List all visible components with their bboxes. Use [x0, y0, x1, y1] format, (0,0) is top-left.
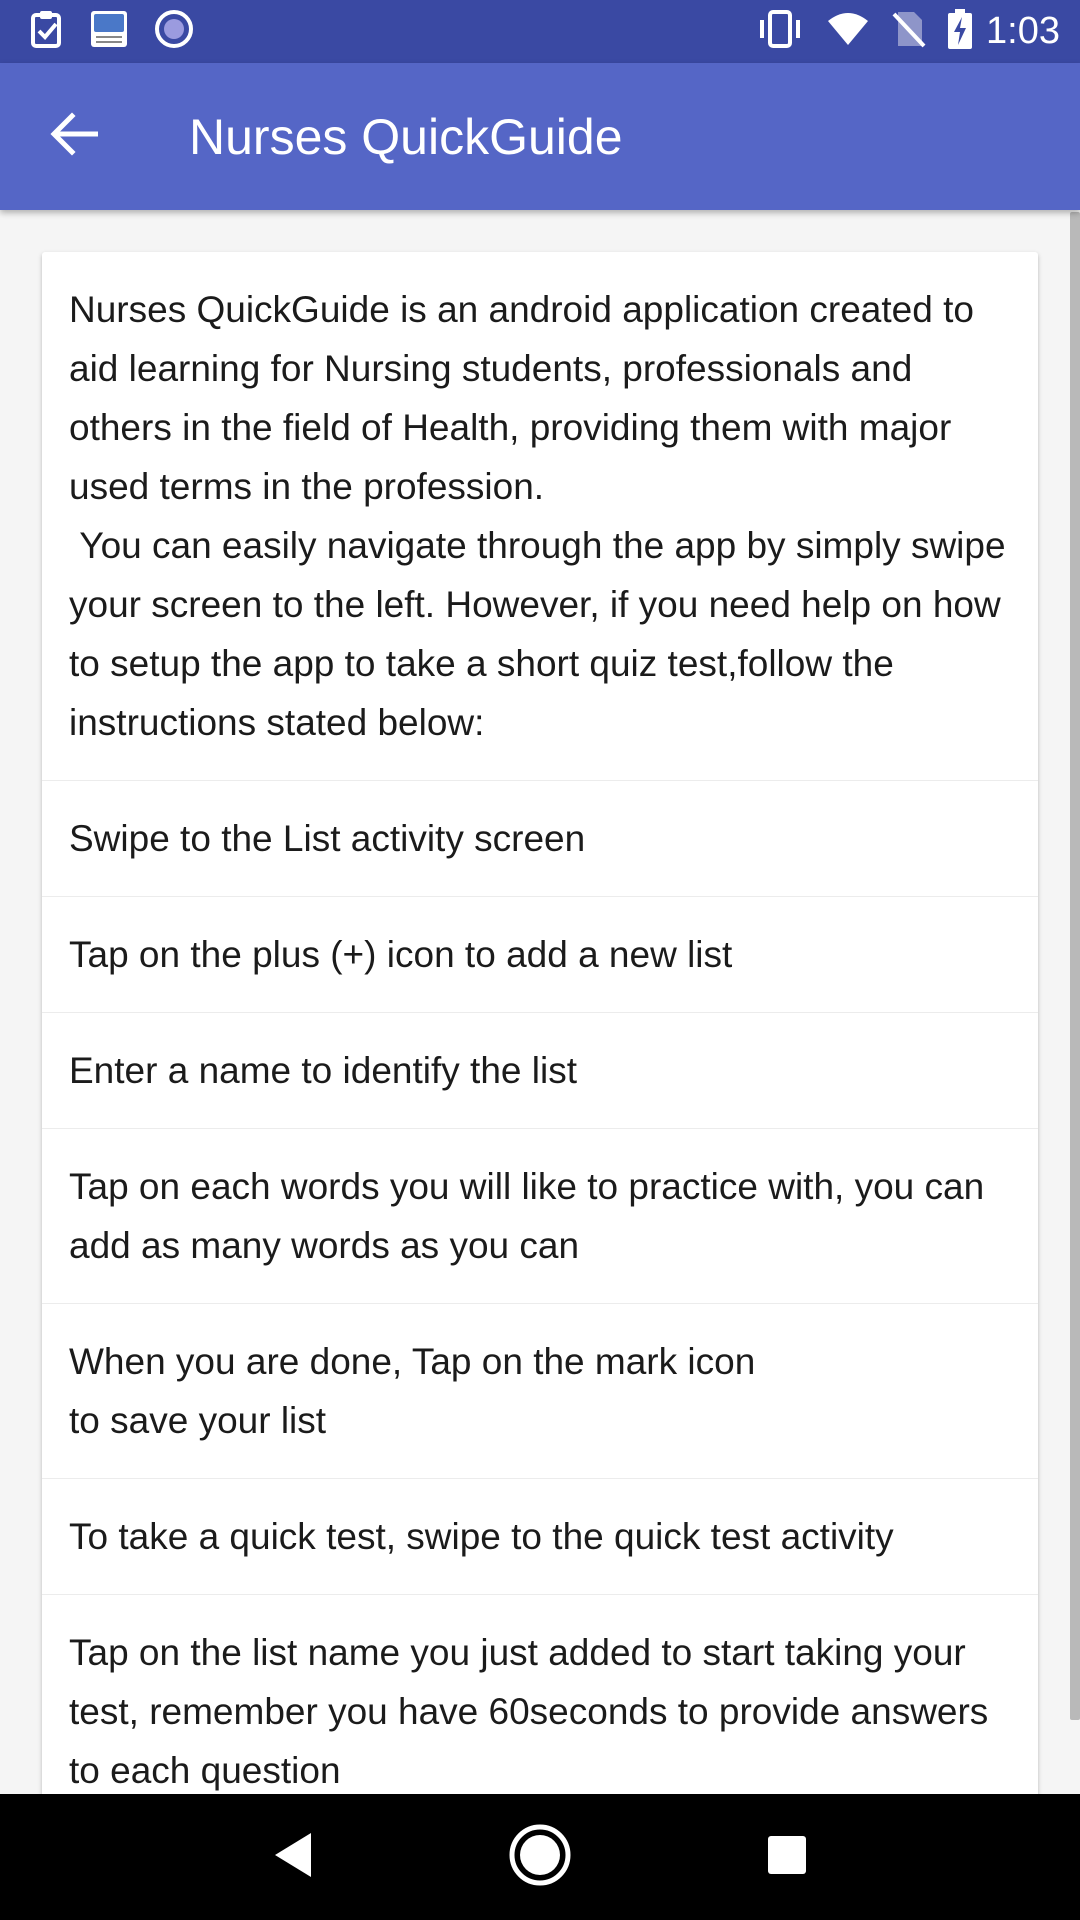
status-right-icons [734, 9, 1060, 54]
status-left-icons [30, 9, 220, 54]
step-item: When you are done, Tap on the mark icon to save your list [42, 1303, 1038, 1478]
recents-square-icon [766, 1834, 808, 1881]
guide-card [42, 252, 1038, 1828]
nav-back-button[interactable] [248, 1812, 338, 1902]
step-item: Tap on each words you will like to practice with, you can add as many words as you can [42, 1128, 1038, 1303]
status-bar [0, 0, 1080, 63]
arrow-back-icon [50, 112, 98, 161]
back-triangle-icon [271, 1830, 315, 1885]
no-sim-icon [892, 10, 926, 53]
step-item: Tap on the plus (+) icon to add a new list [42, 896, 1038, 1012]
step-item: Tap on the list name you just added to start taking your test, remember you have 60seconds to provide answers to each question [42, 1594, 1038, 1828]
test-app-icon [90, 10, 128, 53]
battery-charging-icon [948, 9, 972, 54]
navigation-bar [0, 1794, 1080, 1920]
content-area[interactable] [0, 210, 1080, 1794]
circle-record-icon [154, 9, 194, 54]
nav-home-button[interactable] [495, 1812, 585, 1902]
nav-recents-button[interactable] [742, 1812, 832, 1902]
scrollbar[interactable] [1070, 212, 1080, 1720]
app-bar [0, 63, 1080, 210]
status-time: 1:03 [986, 10, 1060, 52]
step-item: Swipe to the List activity screen [42, 780, 1038, 896]
step-item: To take a quick test, swipe to the quick test activity [42, 1478, 1038, 1594]
page-title: Nurses QuickGuide [189, 108, 623, 165]
intro-text: Nurses QuickGuide is an android application created to aid learning for Nursing students, professionals and others in the field of Health, providing them with major used terms in the profession. You can easily navigate through the app by simply swipe your screen to the left. However, if you need help on how to setup the app to take a short quiz test,follow the instructions stated below: [69, 289, 1006, 743]
back-button[interactable] [24, 87, 124, 187]
home-circle-icon [508, 1823, 572, 1892]
vibrate-icon [756, 10, 804, 53]
step-item: Enter a name to identify the list [42, 1012, 1038, 1128]
clipboard-check-icon [30, 10, 64, 53]
wifi-icon [826, 11, 870, 52]
